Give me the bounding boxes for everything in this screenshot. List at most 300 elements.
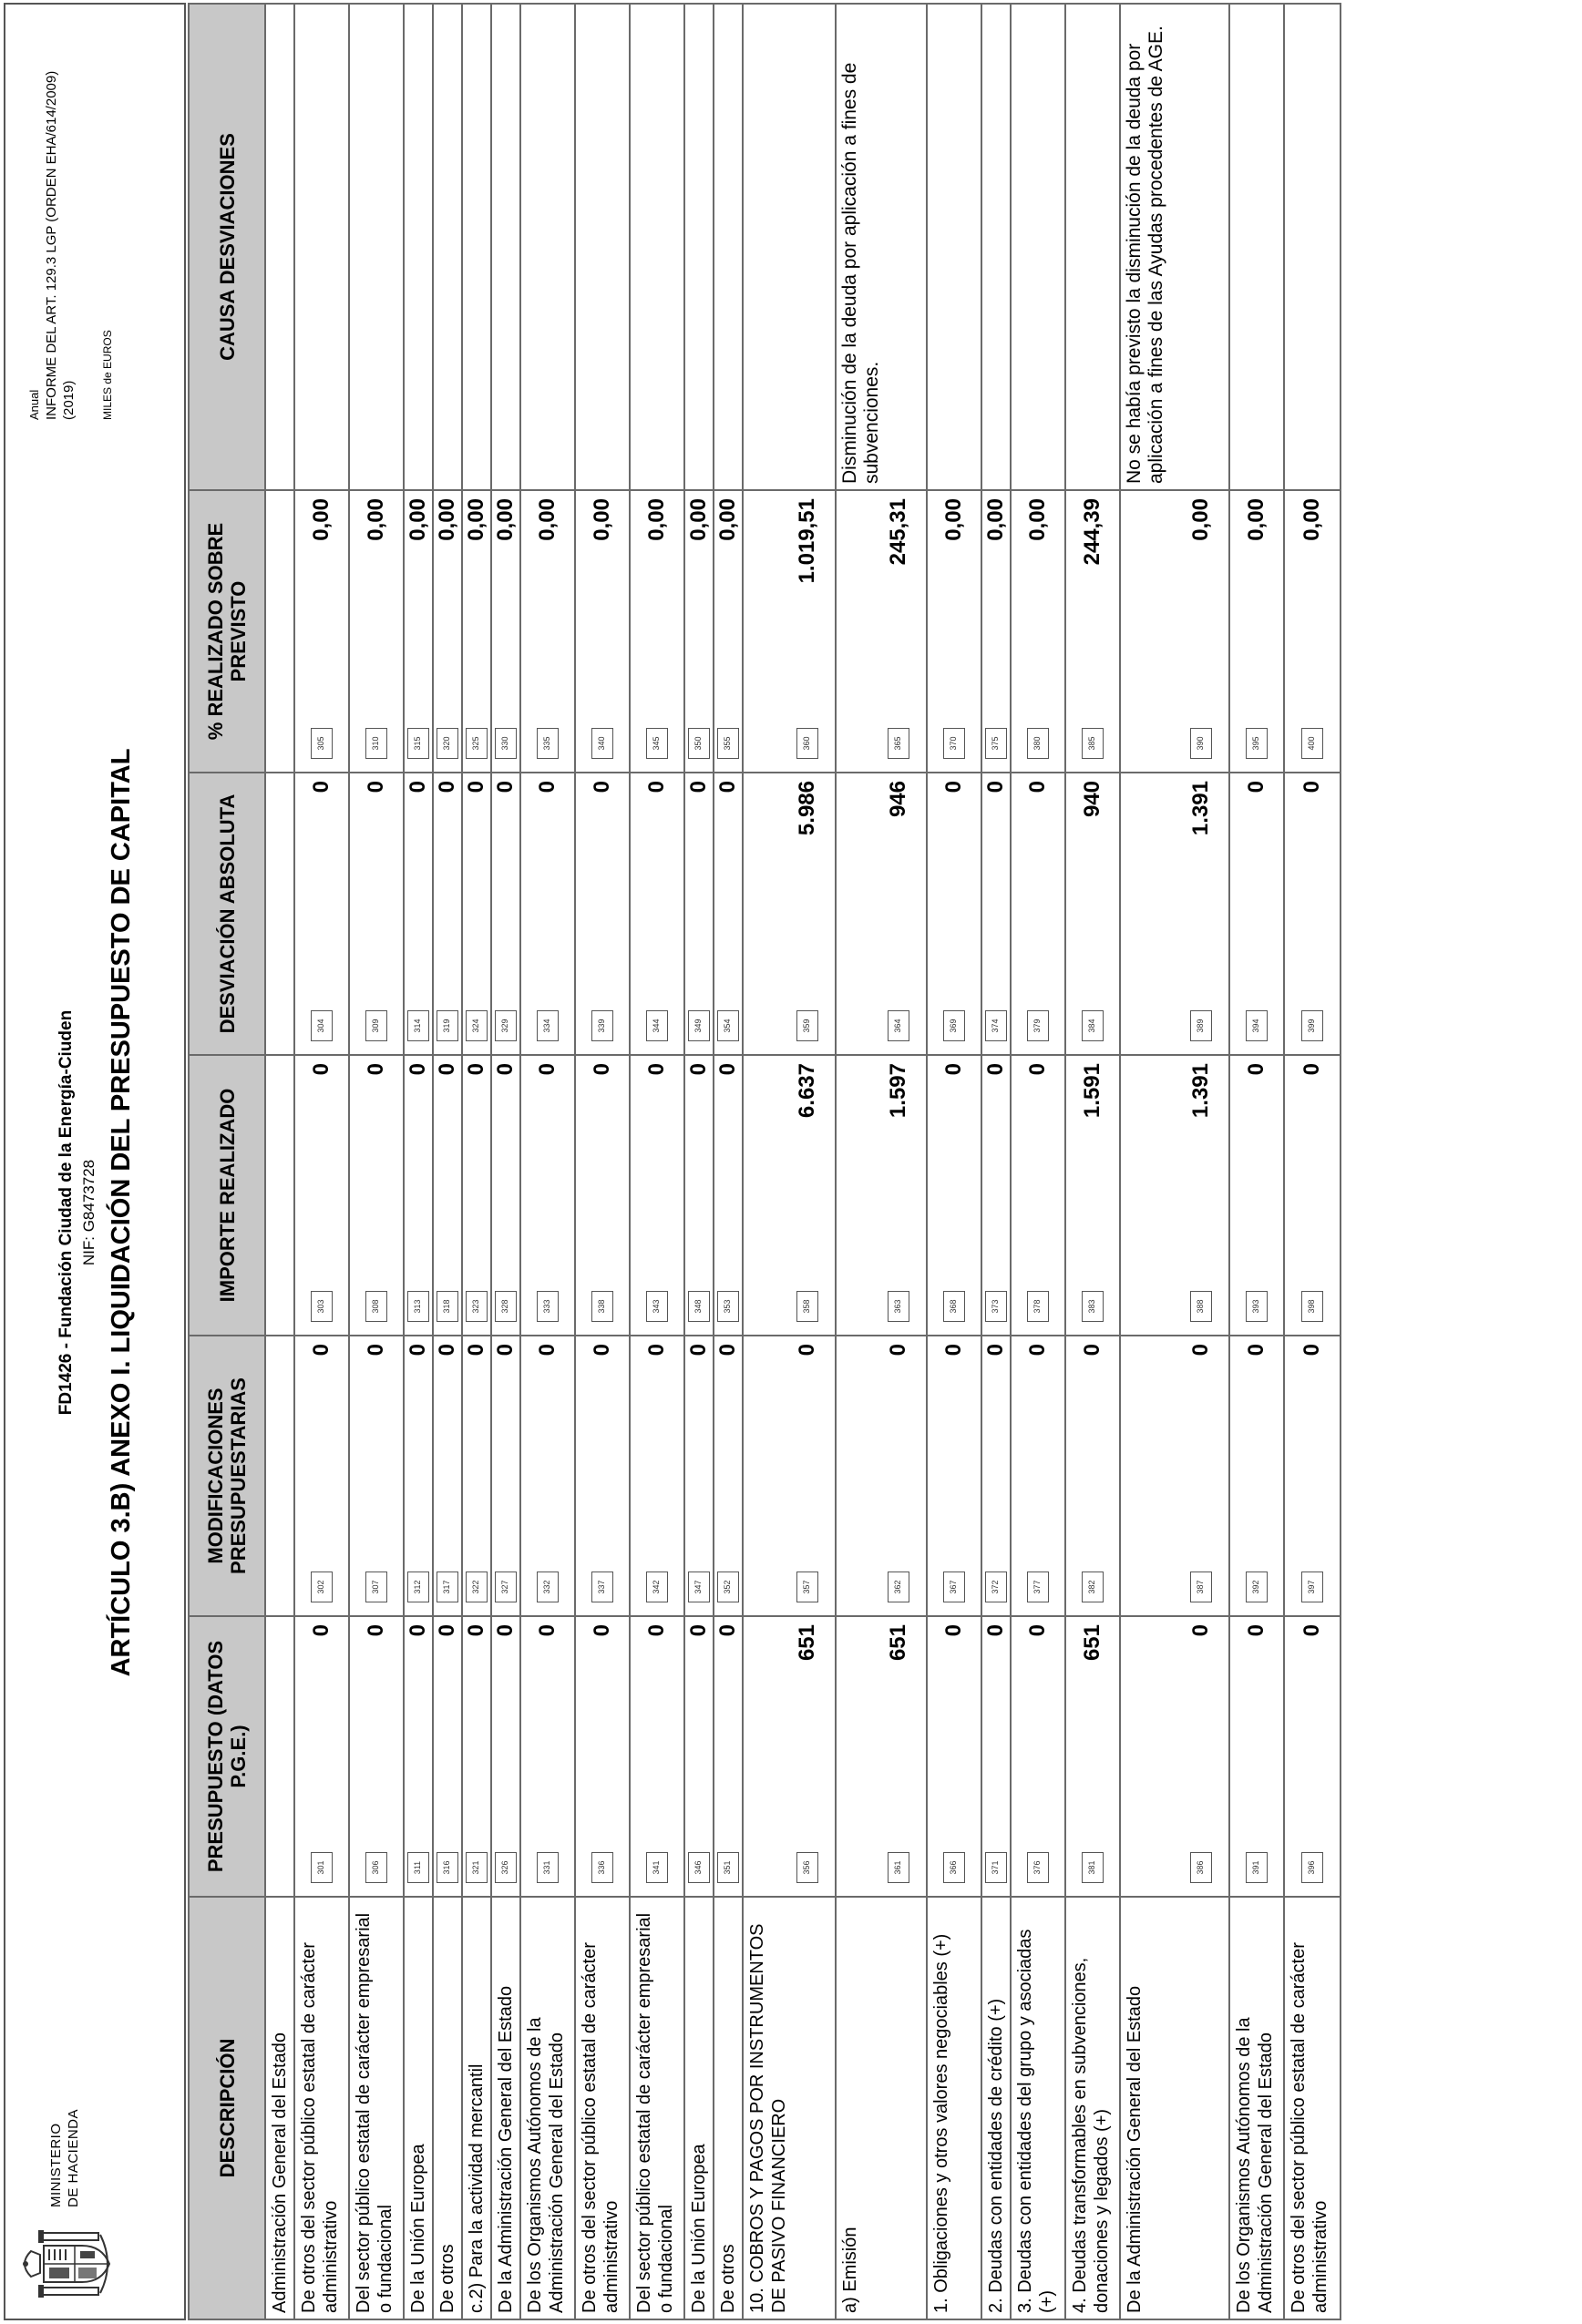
value-cell — [349, 490, 404, 773]
cell-value: 0 — [983, 781, 1008, 793]
value-cell — [433, 490, 462, 773]
field-code-box: 343 — [646, 1291, 668, 1322]
field-code-box: 310 — [365, 728, 387, 759]
value-cell — [1229, 1055, 1284, 1336]
value-cell — [294, 1616, 349, 1897]
field-code-box: 331 — [537, 1852, 559, 1883]
cell-value: 0 — [364, 1344, 388, 1357]
cell-value: 0 — [715, 1063, 740, 1076]
cell-value: 0 — [1300, 1624, 1324, 1637]
value-cell — [836, 490, 927, 773]
field-code-box: 352 — [717, 1572, 739, 1602]
cell-value: 0 — [644, 781, 669, 793]
field-code-box: 354 — [717, 1010, 739, 1041]
row-description: De otros — [714, 1897, 743, 2319]
deviation-cause — [1011, 4, 1065, 490]
cell-value: 0 — [435, 1624, 459, 1637]
value-cell — [1284, 490, 1341, 773]
value-cell — [433, 1616, 462, 1897]
column-header: MODIFICACIONES PRESUPUESTARIAS — [189, 1336, 265, 1616]
field-code-box: 365 — [888, 728, 909, 759]
value-cell — [294, 490, 349, 773]
cell-value: 0 — [715, 1344, 740, 1357]
cell-value: 0 — [435, 1344, 459, 1357]
row-description: 2. Deudas con entidades de crédito (+) — [981, 1897, 1011, 2319]
value-cell — [630, 1336, 684, 1616]
value-cell — [1120, 490, 1229, 773]
field-code-box: 342 — [646, 1572, 668, 1602]
field-code-box: 394 — [1246, 1010, 1268, 1041]
row-description: 1. Obligaciones y otros valores negociables (+) — [927, 1897, 981, 2319]
cell-value: 0 — [644, 1624, 669, 1637]
value-cell — [1011, 773, 1065, 1055]
table-row — [520, 4, 575, 2319]
cell-value: 5.986 — [795, 781, 819, 836]
value-cell — [433, 1055, 462, 1336]
value-cell — [265, 1616, 294, 1897]
value-cell — [684, 490, 714, 773]
field-code-box: 332 — [537, 1572, 559, 1602]
value-cell — [404, 1055, 433, 1336]
field-code-box: 349 — [688, 1010, 710, 1041]
row-description: a) Emisión — [836, 1897, 927, 2319]
cell-value: 0 — [406, 1344, 430, 1357]
value-cell — [462, 1616, 491, 1897]
value-cell — [433, 773, 462, 1055]
cell-value: 0 — [493, 1063, 518, 1076]
field-code-box: 340 — [591, 728, 613, 759]
cell-value: 0,00 — [1300, 498, 1324, 541]
field-code-box: 348 — [688, 1291, 710, 1322]
field-code-box: 357 — [796, 1572, 818, 1602]
field-code-box: 327 — [495, 1572, 517, 1602]
value-cell — [404, 773, 433, 1055]
field-code-box: 351 — [717, 1852, 739, 1883]
deviation-cause — [743, 4, 836, 490]
value-cell — [1284, 1055, 1341, 1336]
cell-value: 0 — [535, 1624, 560, 1637]
value-cell — [294, 1336, 349, 1616]
value-cell — [1229, 1336, 1284, 1616]
field-code-box: 359 — [796, 1010, 818, 1041]
value-cell — [836, 1055, 927, 1336]
cell-value: 0 — [1244, 1063, 1269, 1076]
row-description: De otros del sector público estatal de carácter administrativo — [1284, 1897, 1341, 2319]
value-cell — [981, 1055, 1011, 1336]
field-code-box: 363 — [888, 1291, 909, 1322]
field-code-box: 372 — [985, 1572, 1007, 1602]
cell-value: 0 — [1188, 1344, 1213, 1357]
cell-value: 6.637 — [795, 1063, 819, 1119]
row-description: De otros del sector público estatal de carácter administrativo — [294, 1897, 349, 2319]
cell-value: 0 — [464, 1344, 488, 1357]
value-cell — [1284, 773, 1341, 1055]
table-row — [491, 4, 520, 2319]
cell-value: 651 — [1080, 1624, 1104, 1662]
deviation-cause — [1065, 4, 1120, 490]
cell-value: 0 — [364, 781, 388, 793]
report-periodicity: Anual — [27, 389, 41, 420]
table-row — [981, 4, 1011, 2319]
report-units: MILES de EUROS — [101, 330, 114, 420]
row-description: Del sector público estatal de carácter empresarial o fundacional — [630, 1897, 684, 2319]
cell-value: 0 — [406, 1624, 430, 1637]
row-description: De los Organismos Autónomos de la Administración General del Estado — [520, 1897, 575, 2319]
cell-value: 0 — [1025, 1344, 1050, 1357]
cell-value: 0 — [464, 1063, 488, 1076]
row-description: De la Administración General del Estado — [1120, 1897, 1229, 2319]
value-cell — [630, 773, 684, 1055]
cell-value: 0,00 — [493, 498, 518, 541]
row-description: De otros — [433, 1897, 462, 2319]
value-cell — [981, 1616, 1011, 1897]
field-code-box: 356 — [796, 1852, 818, 1883]
cell-value: 0 — [1025, 781, 1050, 793]
value-cell — [1120, 1336, 1229, 1616]
field-code-box: 358 — [796, 1291, 818, 1322]
deviation-cause — [462, 4, 491, 490]
cell-value: 0 — [364, 1063, 388, 1076]
value-cell — [927, 490, 981, 773]
field-code-box: 345 — [646, 728, 668, 759]
deviation-cause — [927, 4, 981, 490]
column-header: DESCRIPCIÓN — [189, 1897, 265, 2319]
table-row — [575, 4, 630, 2319]
deviation-cause — [349, 4, 404, 490]
value-cell — [491, 490, 520, 773]
field-code-box: 368 — [943, 1291, 965, 1322]
value-cell — [743, 1616, 836, 1897]
table-row — [349, 4, 404, 2319]
cell-value: 0 — [1300, 781, 1324, 793]
cell-value: 0 — [1244, 781, 1269, 793]
value-cell — [836, 773, 927, 1055]
cell-value: 0,00 — [1244, 498, 1269, 541]
value-cell — [743, 773, 836, 1055]
value-cell — [927, 1336, 981, 1616]
field-code-box: 399 — [1301, 1010, 1323, 1041]
report-meta — [26, 37, 117, 420]
cell-value: 0 — [535, 781, 560, 793]
coat-of-arms-icon — [18, 2224, 118, 2304]
field-code-box: 335 — [537, 728, 559, 759]
cell-value: 0 — [1188, 1624, 1213, 1637]
cell-value: 0,00 — [535, 498, 560, 541]
field-code-box: 321 — [466, 1852, 488, 1883]
row-description: 4. Deudas transformables en subvenciones, donaciones y legados (+) — [1065, 1897, 1120, 2319]
cell-value: 0,00 — [406, 498, 430, 541]
table-row — [714, 4, 743, 2319]
value-cell — [1229, 773, 1284, 1055]
field-code-box: 374 — [985, 1010, 1007, 1041]
cell-value: 0 — [1025, 1063, 1050, 1076]
value-cell — [1065, 773, 1120, 1055]
value-cell — [1229, 490, 1284, 773]
field-code-box: 304 — [311, 1010, 333, 1041]
deviation-cause — [294, 4, 349, 490]
field-code-box: 386 — [1190, 1852, 1212, 1883]
cell-value: 651 — [795, 1624, 819, 1662]
field-code-box: 391 — [1246, 1852, 1268, 1883]
field-code-box: 364 — [888, 1010, 909, 1041]
value-cell — [349, 1616, 404, 1897]
value-cell — [1065, 1336, 1120, 1616]
deviation-cause: Disminución de la deuda por aplicación a fines de subvenciones. — [836, 4, 927, 490]
cell-value: 1.391 — [1188, 1063, 1213, 1119]
cell-value: 0 — [1300, 1063, 1324, 1076]
budget-table-wrapper — [188, 5, 1341, 2320]
cell-value: 0 — [406, 781, 430, 793]
field-code-box: 330 — [495, 728, 517, 759]
field-code-box: 314 — [407, 1010, 429, 1041]
deviation-cause — [684, 4, 714, 490]
value-cell — [294, 1055, 349, 1336]
value-cell — [491, 1616, 520, 1897]
field-code-box: 346 — [688, 1852, 710, 1883]
value-cell — [520, 490, 575, 773]
value-cell — [1120, 1055, 1229, 1336]
field-code-box: 385 — [1082, 728, 1104, 759]
value-cell — [433, 1336, 462, 1616]
column-header: % REALIZADO SOBRE PREVISTO — [189, 490, 265, 773]
field-code-box: 307 — [365, 1572, 387, 1602]
value-cell — [462, 490, 491, 773]
cell-value: 0 — [309, 1063, 334, 1076]
cell-value: 0 — [364, 1624, 388, 1637]
field-code-box: 375 — [985, 728, 1007, 759]
field-code-box: 350 — [688, 728, 710, 759]
cell-value: 0,00 — [1025, 498, 1050, 541]
field-code-box: 328 — [495, 1291, 517, 1322]
value-cell — [404, 1336, 433, 1616]
field-code-box: 339 — [591, 1010, 613, 1041]
value-cell — [575, 490, 630, 773]
cell-value: 0 — [983, 1063, 1008, 1076]
field-code-box: 325 — [466, 728, 488, 759]
deviation-cause — [1284, 4, 1341, 490]
cell-value: 0,00 — [1188, 498, 1213, 541]
value-cell — [294, 773, 349, 1055]
table-row — [836, 4, 927, 2319]
field-code-box: 360 — [796, 728, 818, 759]
value-cell — [714, 490, 743, 773]
value-cell — [1011, 1055, 1065, 1336]
table-row — [927, 4, 981, 2319]
row-description: 10. COBROS Y PAGOS POR INSTRUMENTOS DE PASIVO FINANCIERO — [743, 1897, 836, 2319]
column-header: PRESUPUESTO (DATOS P.G.E.) — [189, 1616, 265, 1897]
value-cell — [520, 1055, 575, 1336]
cell-value: 0,00 — [309, 498, 334, 541]
value-cell — [404, 490, 433, 773]
field-code-box: 361 — [888, 1852, 909, 1883]
field-code-box: 334 — [537, 1010, 559, 1041]
value-cell — [714, 1336, 743, 1616]
field-code-box: 312 — [407, 1572, 429, 1602]
cell-value: 0 — [464, 1624, 488, 1637]
deviation-cause — [981, 4, 1011, 490]
table-row — [1011, 4, 1065, 2319]
deviation-cause — [265, 4, 294, 490]
cell-value: 0,00 — [364, 498, 388, 541]
row-description: De los Organismos Autónomos de la Administración General del Estado — [1229, 1897, 1284, 2319]
value-cell — [575, 1616, 630, 1897]
value-cell — [1065, 1616, 1120, 1897]
field-code-box: 309 — [365, 1010, 387, 1041]
field-code-box: 366 — [943, 1852, 965, 1883]
field-code-box: 376 — [1027, 1852, 1049, 1883]
cell-value: 0 — [493, 1624, 518, 1637]
value-cell — [981, 773, 1011, 1055]
deviation-cause — [520, 4, 575, 490]
cell-value: 0,00 — [715, 498, 740, 541]
value-cell — [520, 1336, 575, 1616]
cell-value: 0,00 — [983, 498, 1008, 541]
field-code-box: 311 — [407, 1852, 429, 1883]
field-code-box: 398 — [1301, 1291, 1323, 1322]
cell-value: 0 — [493, 1344, 518, 1357]
deviation-cause — [714, 4, 743, 490]
entity-nif: NIF: G8473728 — [80, 1159, 98, 1266]
cell-value: 0 — [686, 781, 711, 793]
cell-value: 1.019,51 — [795, 498, 819, 584]
field-code-box: 316 — [437, 1852, 458, 1883]
field-code-box: 319 — [437, 1010, 458, 1041]
field-code-box: 320 — [437, 728, 458, 759]
table-row — [462, 4, 491, 2319]
row-description: De la Administración General del Estado — [491, 1897, 520, 2319]
cell-value: 0 — [644, 1063, 669, 1076]
column-header: CAUSA DESVIACIONES — [189, 4, 265, 490]
value-cell — [630, 490, 684, 773]
deviation-cause — [491, 4, 520, 490]
cell-value: 1.597 — [886, 1063, 910, 1119]
value-cell — [265, 1336, 294, 1616]
cell-value: 0,00 — [941, 498, 966, 541]
cell-value: 0 — [983, 1344, 1008, 1357]
value-cell — [927, 1055, 981, 1336]
value-cell — [1011, 490, 1065, 773]
value-cell — [684, 1336, 714, 1616]
value-cell — [265, 773, 294, 1055]
cell-value: 0 — [686, 1344, 711, 1357]
cell-value: 0 — [1025, 1624, 1050, 1637]
cell-value: 0 — [795, 1344, 819, 1357]
value-cell — [714, 1055, 743, 1336]
entity-name: FD1426 - Fundación Ciudad de la Energía-Ciuden — [56, 1009, 76, 1416]
row-description: De otros del sector público estatal de carácter administrativo — [575, 1897, 630, 2319]
cell-value: 1.391 — [1188, 781, 1213, 836]
cell-value: 0,00 — [644, 498, 669, 541]
cell-value: 0 — [1300, 1344, 1324, 1357]
value-cell — [491, 1336, 520, 1616]
field-code-box: 333 — [537, 1291, 559, 1322]
table-header-row — [189, 4, 265, 2319]
value-cell — [462, 773, 491, 1055]
cell-value: 0 — [644, 1344, 669, 1357]
value-cell — [349, 1336, 404, 1616]
report-header — [0, 0, 191, 2324]
field-code-box: 315 — [407, 728, 429, 759]
column-header: DESVIACIÓN ABSOLUTA — [189, 773, 265, 1055]
value-cell — [349, 773, 404, 1055]
field-code-box: 302 — [311, 1572, 333, 1602]
value-cell — [491, 773, 520, 1055]
value-cell — [836, 1336, 927, 1616]
cell-value: 0 — [590, 1344, 614, 1357]
field-code-box: 367 — [943, 1572, 965, 1602]
cell-value: 0 — [590, 1624, 614, 1637]
cell-value: 0,00 — [435, 498, 459, 541]
value-cell — [575, 773, 630, 1055]
field-code-box: 388 — [1190, 1291, 1212, 1322]
field-code-box: 397 — [1301, 1572, 1323, 1602]
cell-value: 245,31 — [886, 498, 910, 566]
cell-value: 0,00 — [686, 498, 711, 541]
deviation-cause: No se había previsto la disminución de la deuda por aplicación a fines de las Ayudas procedentes de AGE. — [1120, 4, 1229, 490]
cell-value: 0 — [941, 781, 966, 793]
field-code-box: 326 — [495, 1852, 517, 1883]
field-code-box: 301 — [311, 1852, 333, 1883]
value-cell — [491, 1055, 520, 1336]
deviation-cause — [1229, 4, 1284, 490]
cell-value: 0 — [886, 1344, 910, 1357]
value-cell — [265, 1055, 294, 1336]
cell-value: 0,00 — [590, 498, 614, 541]
cell-value: 946 — [886, 781, 910, 818]
value-cell — [981, 490, 1011, 773]
table-row — [1284, 4, 1341, 2319]
value-cell — [1120, 1616, 1229, 1897]
field-code-box: 382 — [1082, 1572, 1104, 1602]
field-code-box: 381 — [1082, 1852, 1104, 1883]
field-code-box: 383 — [1082, 1291, 1104, 1322]
cell-value: 244,39 — [1080, 498, 1104, 566]
field-code-box: 338 — [591, 1291, 613, 1322]
cell-value: 0 — [1244, 1624, 1269, 1637]
field-code-box: 324 — [466, 1010, 488, 1041]
field-code-box: 373 — [985, 1291, 1007, 1322]
field-code-box: 387 — [1190, 1572, 1212, 1602]
row-description: De la Unión Europea — [684, 1897, 714, 2319]
cell-value: 0 — [309, 781, 334, 793]
value-cell — [462, 1336, 491, 1616]
row-description: c.2) Para la actividad mercantil — [462, 1897, 491, 2319]
deviation-cause — [433, 4, 462, 490]
field-code-box: 308 — [365, 1291, 387, 1322]
value-cell — [349, 1055, 404, 1336]
table-row — [1229, 4, 1284, 2319]
table-row — [404, 4, 433, 2319]
value-cell — [265, 490, 294, 773]
value-cell — [1065, 490, 1120, 773]
row-description: De la Unión Europea — [404, 1897, 433, 2319]
cell-value: 0 — [464, 781, 488, 793]
cell-value: 0 — [983, 1624, 1008, 1637]
value-cell — [714, 773, 743, 1055]
value-cell — [462, 1055, 491, 1336]
table-row — [630, 4, 684, 2319]
value-cell — [630, 1055, 684, 1336]
cell-value: 0 — [435, 781, 459, 793]
value-cell — [743, 1055, 836, 1336]
table-row — [433, 4, 462, 2319]
value-cell — [575, 1336, 630, 1616]
deviation-cause — [404, 4, 433, 490]
table-row — [265, 4, 294, 2319]
value-cell — [981, 1336, 1011, 1616]
field-code-box: 353 — [717, 1291, 739, 1322]
value-cell — [520, 1616, 575, 1897]
